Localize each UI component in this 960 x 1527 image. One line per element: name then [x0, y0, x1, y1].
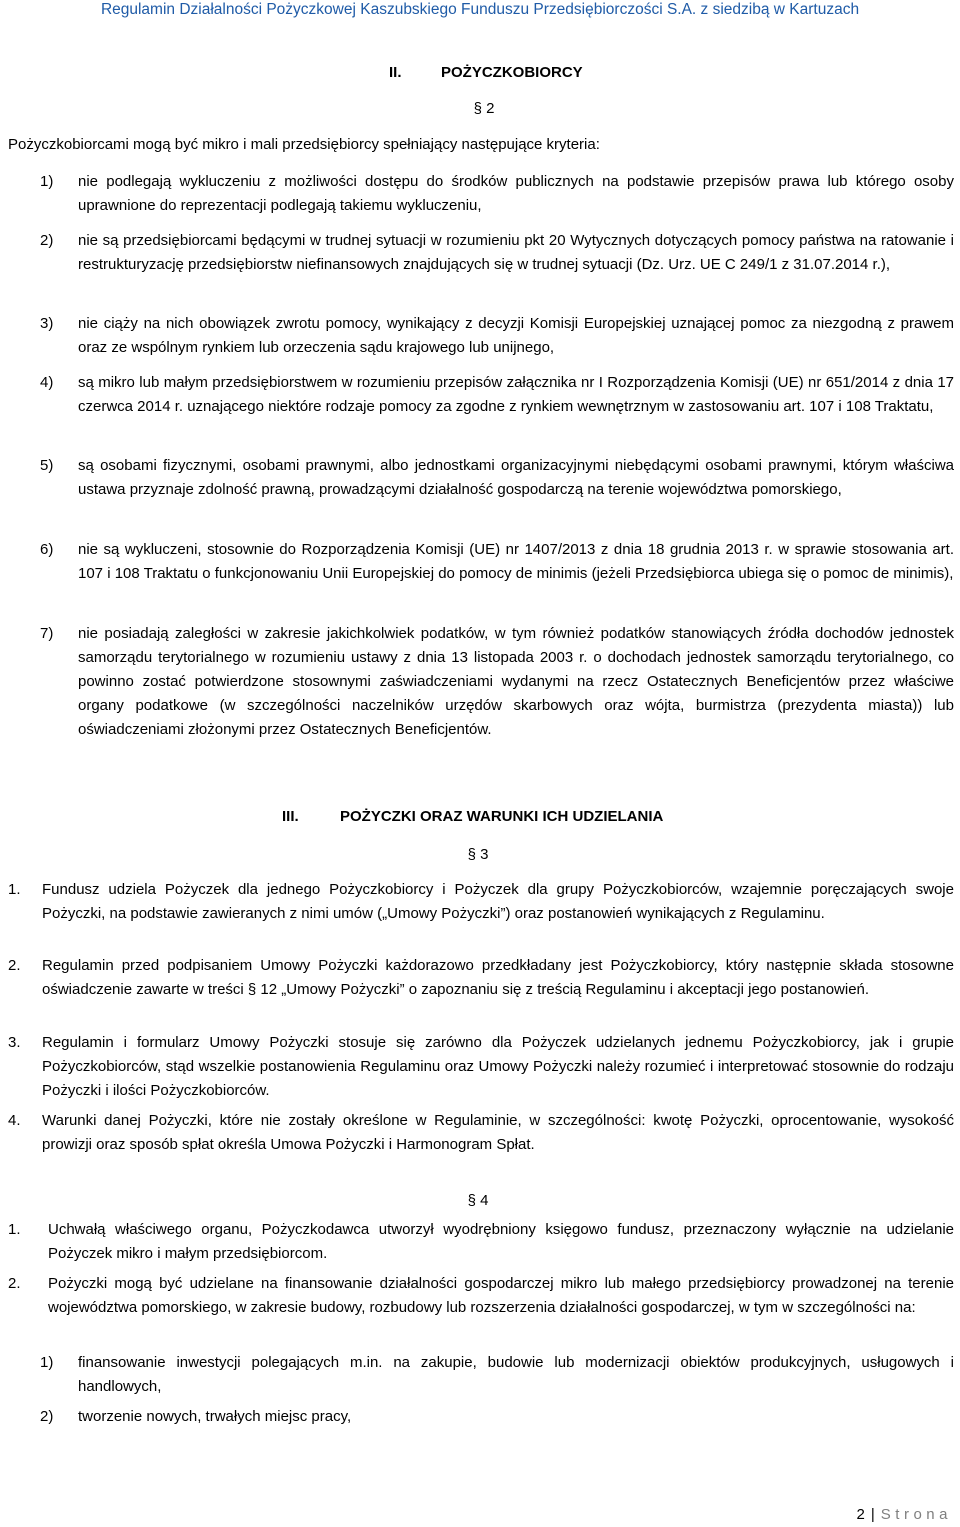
list-item-text: nie posiadają zaległości w zakresie jakichkolwiek podatków, w tym również podatków stanowiących źródła dochodów jednostek samorządu terytorialnego w rozumieniu ustawy z dnia 13 listopada 2003 r. o dochodach jednostek samorządu terytorialnego, co powinno zostać potwierdzone stosownymi zaświadczeniami wydanymi na rzecz Ostatecznych Beneficjentów przez właściwe organy podatkowe (w szczególności naczelników urzędów skarbowych oraz wójta, burmistrza (prezydenta miasta)) lub oświadczeniami złożonymi przez Ostatecznych Beneficjentów.	[78, 625, 954, 738]
list-item-number: 2)	[40, 1408, 54, 1425]
list-item-text: Pożyczki mogą być udzielane na finansowanie działalności gospodarczej mikro lub małego przedsiębiorcy prowadzonej na terenie województwa pomorskiego, w zakresie budowy, rozbudowy lub rozszerzenia działalności gospodarczej, w tym w szczególności na:	[48, 1275, 954, 1316]
footer-separator: |	[870, 1506, 875, 1523]
section-3-title: POŻYCZKI ORAZ WARUNKI ICH UDZIELANIA	[340, 808, 664, 825]
section-2-number: II.	[389, 64, 402, 81]
section-2-title: POŻYCZKOBIORCY	[441, 64, 583, 81]
list-item-number: 6)	[40, 541, 54, 558]
list-item-number: 5)	[40, 457, 54, 474]
page-number: 2	[856, 1506, 865, 1523]
paragraph-2-heading: § 2	[473, 100, 495, 117]
list-item-text: tworzenie nowych, trwałych miejsc pracy,	[78, 1408, 352, 1425]
paragraph-4-heading: § 4	[467, 1192, 489, 1209]
list-item-text: są mikro lub małym przedsiębiorstwem w rozumieniu przepisów załącznika nr I Rozporządzenia Komisji (UE) nr 651/2014 z dnia 17 czerwca 2014 r. uznającego niektóre rodzaje pomocy za zgodne z rynkiem wewnętrznym w zastosowaniu art. 107 i 108 Traktatu,	[78, 374, 954, 415]
list-item-text: Warunki danej Pożyczki, które nie zostały określone w Regulaminie, w szczególności: kwotę Pożyczki, oprocentowanie, wysokość prowizji oraz sposób spłat określa Umowa Pożyczki i Harmonogram Spłat.	[42, 1112, 954, 1153]
list-item-text: Regulamin przed podpisaniem Umowy Pożyczki każdorazowo przedkładany jest Pożyczkobiorcy, który następnie składa stosowne oświadczenie zawarte w treści § 12 „Umowy Pożyczki” o zapoznaniu się z treścią Regulaminu i akceptacji jego postanowień.	[42, 957, 954, 998]
document-header: Regulamin Działalności Pożyczkowej Kaszubskiego Funduszu Przedsiębiorczości S.A. z siedzibą w Kartuzach	[100, 1, 860, 18]
list-item-number: 1.	[8, 881, 21, 898]
list-item-text: Uchwałą właściwego organu, Pożyczkodawca utworzył wyodrębniony księgowo fundusz, przeznaczony wyłącznie na udzielanie Pożyczek mikro i małym przedsiębiorcom.	[48, 1221, 954, 1262]
list-item-number: 7)	[40, 625, 54, 642]
list-item-number: 1.	[8, 1221, 21, 1238]
section-2-intro: Pożyczkobiorcami mogą być mikro i mali przedsiębiorcy spełniający następujące kryteria:	[8, 136, 600, 153]
paragraph-3-heading: § 3	[467, 846, 489, 863]
section-3-number: III.	[282, 808, 299, 825]
list-item-number: 4)	[40, 374, 54, 391]
page-label: Strona	[880, 1506, 952, 1523]
list-item-text: nie ciąży na nich obowiązek zwrotu pomocy, wynikający z decyzji Komisji Europejskiej uznającej pomoc za niezgodną z prawem oraz ze wspólnym rynkiem lub orzeczenia sądu krajowego lub unijnego,	[78, 315, 954, 356]
list-item-text: Fundusz udziela Pożyczek dla jednego Pożyczkobiorcy i Pożyczek dla grupy Pożyczkobiorców, wzajemnie poręczających swoje Pożyczki, na podstawie zawieranych z nimi umów („Umowy Pożyczki”) oraz postanowień wynikających z Regulaminu.	[42, 881, 954, 922]
list-item-number: 2.	[8, 1275, 21, 1292]
list-item-number: 4.	[8, 1112, 21, 1129]
list-item-number: 2)	[40, 232, 54, 249]
list-item-number: 1)	[40, 173, 54, 190]
list-item-number: 1)	[40, 1354, 54, 1371]
list-item-text: nie są przedsiębiorcami będącymi w trudnej sytuacji w rozumieniu pkt 20 Wytycznych dotyczących pomocy państwa na ratowanie i restrukturyzację przedsiębiorstw niefinansowych znajdujących się w trudnej sytuacji (Dz. Urz. UE C 249/1 z 31.07.2014 r.),	[78, 232, 954, 273]
list-item-number: 2.	[8, 957, 21, 974]
list-item-text: Regulamin i formularz Umowy Pożyczki stosuje się zarówno dla Pożyczek udzielanych jednemu Pożyczkobiorcy, jak i grupie Pożyczkobiorców, stąd wszelkie postanowienia Regulaminu oraz Umowy Pożyczki należy rozumieć i interpretować stosownie do rodzaju Pożyczki i ilości Pożyczkobiorców.	[42, 1034, 954, 1099]
list-item-text: nie podlegają wykluczeniu z możliwości dostępu do środków publicznych na podstawie przepisów prawa lub którego osoby uprawnione do reprezentacji podlegają takiemu wykluczeniu,	[78, 173, 954, 214]
list-item-number: 3)	[40, 315, 54, 332]
page-footer	[857, 1503, 952, 1527]
list-item-text: są osobami fizycznymi, osobami prawnymi, albo jednostkami organizacyjnymi niebędącymi osobami prawnymi, którym właściwa ustawa przyznaje zdolność prawną, prowadzącymi działalność gospodarczą na terenie województwa pomorskiego,	[78, 457, 954, 498]
list-item-text: nie są wykluczeni, stosownie do Rozporządzenia Komisji (UE) nr 1407/2013 z dnia 18 grudnia 2013 r. w sprawie stosowania art. 107 i 108 Traktatu o funkcjonowaniu Unii Europejskiej do pomocy de minimis (jeżeli Przedsiębiorca ubiega się o pomoc de minimis),	[78, 541, 954, 582]
list-item-text: finansowanie inwestycji polegających m.in. na zakupie, budowie lub modernizacji obiektów produkcyjnych, usługowych i handlowych,	[78, 1354, 954, 1395]
list-item-number: 3.	[8, 1034, 21, 1051]
